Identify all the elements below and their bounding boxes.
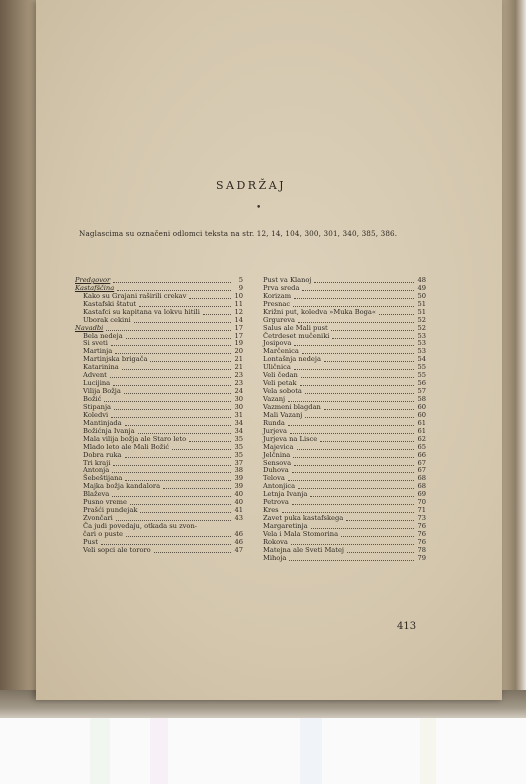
toc-entry-title: Mantinjada xyxy=(83,418,122,427)
toc-entry-page: 68 xyxy=(417,482,426,491)
toc-entry-page: 34 xyxy=(234,418,243,427)
toc-entry-page: 61 xyxy=(417,426,426,435)
toc-entry-title: Bela nedeja xyxy=(83,331,123,340)
toc-entry-title: Si sveti xyxy=(83,339,108,348)
toc-entry-title: Uborak cekini xyxy=(83,315,131,324)
toc-entry-page: 23 xyxy=(234,379,243,388)
page-title: SADRŽAJ xyxy=(216,179,287,192)
toc-entry-page: 51 xyxy=(417,307,426,316)
dot-leader xyxy=(288,480,414,481)
toc-entry-page: 53 xyxy=(417,331,426,340)
dot-leader xyxy=(301,377,414,378)
toc-entry-title: Vilija Božja xyxy=(83,387,121,396)
toc-entry-title: Advent xyxy=(83,371,107,380)
toc-entry-title: Jurjeva na Lisce xyxy=(263,434,318,443)
toc-entry-title: Mali Vazanj xyxy=(263,410,303,419)
dot-leader xyxy=(305,417,414,418)
toc-entry-page: 24 xyxy=(234,387,243,396)
toc-entry-title: Antonjica xyxy=(263,482,296,491)
dot-leader xyxy=(298,322,414,323)
dot-leader xyxy=(130,504,231,505)
toc-entry-page: 61 xyxy=(417,418,426,427)
dot-leader xyxy=(111,417,231,418)
toc-entry-title: Jelčnina xyxy=(263,450,291,459)
dot-leader xyxy=(320,441,414,442)
background-margin xyxy=(0,718,526,784)
toc-entry-title: Prašći pundejak xyxy=(83,506,138,515)
toc-entry-title: Vela sobota xyxy=(263,387,302,396)
toc-entry-page: 9 xyxy=(238,283,243,292)
dot-leader xyxy=(294,345,414,346)
dot-leader xyxy=(282,512,414,513)
dot-leader xyxy=(288,425,414,426)
toc-entry-page: 41 xyxy=(234,506,243,515)
toc-entry-title: Ča judi povedaju, otkada su zvon- xyxy=(83,522,198,531)
toc-entry xyxy=(75,531,243,539)
dot-leader xyxy=(150,361,231,362)
toc-entry-title: Runda xyxy=(263,418,285,427)
toc-entry-title: Josipova xyxy=(263,339,292,348)
toc-entry-page: 38 xyxy=(234,466,243,475)
dot-leader xyxy=(292,504,414,505)
toc-entry-title: Prva sreda xyxy=(263,283,300,292)
toc-entry-title: Veli sopci ale tororo xyxy=(83,545,151,554)
dot-leader xyxy=(101,544,231,545)
dot-leader xyxy=(122,369,231,370)
dot-leader xyxy=(117,290,231,291)
dot-leader xyxy=(113,385,231,386)
toc-entry-title: Predgovor xyxy=(75,275,111,284)
toc-entry-title: Salus ale Mali pust xyxy=(263,323,328,332)
toc-entry-title: Dobra ruka xyxy=(83,450,122,459)
toc-entry-page: 11 xyxy=(234,299,243,308)
dot-leader xyxy=(297,449,414,450)
toc-entry-title: Petrova xyxy=(263,498,289,507)
toc-entry-title: Kres xyxy=(263,506,279,515)
dot-leader xyxy=(139,306,231,307)
toc-entry-title: Pust xyxy=(83,537,98,546)
toc-entry-page: 67 xyxy=(417,458,426,467)
toc-entry-page: 20 xyxy=(234,347,243,356)
toc-entry-title: Blaževa xyxy=(83,490,110,499)
toc-entry-page: 39 xyxy=(234,474,243,483)
toc-entry-page: 46 xyxy=(234,537,243,546)
toc-entry-page: 69 xyxy=(417,490,426,499)
toc-entry-title: Veli čedan xyxy=(263,371,298,380)
page-number: 413 xyxy=(397,621,417,632)
toc-entry-title: Martinja xyxy=(83,347,113,356)
toc-entry-page: 70 xyxy=(417,498,426,507)
toc-entry-title: Vela i Mala Stomorina xyxy=(263,529,339,538)
toc-entry-title: Veli petak xyxy=(263,379,297,388)
dot-leader xyxy=(324,361,414,362)
dot-leader xyxy=(341,536,414,537)
dot-leader xyxy=(115,353,231,354)
toc-entry-page: 35 xyxy=(234,442,243,451)
toc-entry-page: 21 xyxy=(234,355,243,364)
toc-entry-title: Presnac xyxy=(263,299,291,308)
dot-leader xyxy=(293,457,414,458)
toc-entry-page: 62 xyxy=(417,434,426,443)
dot-leader xyxy=(203,314,231,315)
toc-entry-page: 76 xyxy=(417,537,426,546)
toc-entry-title: Zavet puka kastafskega xyxy=(263,514,344,523)
toc-entry-page: 73 xyxy=(417,514,426,523)
toc-right-column xyxy=(263,277,426,563)
dot-leader xyxy=(346,520,414,521)
toc-entry-title: Matejna ale Sveti Matej xyxy=(263,545,345,554)
dot-leader xyxy=(172,449,231,450)
toc-entry-page: 21 xyxy=(234,363,243,372)
toc-entry-page: 57 xyxy=(417,387,426,396)
toc-entry-page: 53 xyxy=(417,347,426,356)
dot-leader xyxy=(331,330,414,331)
dot-leader xyxy=(311,528,414,529)
toc-entry-title: Jurjeva xyxy=(263,426,287,435)
toc-entry-page: 48 xyxy=(417,275,426,284)
dot-leader xyxy=(290,433,414,434)
toc-entry-title: Pust va Klanoj xyxy=(263,275,312,284)
toc-entry xyxy=(263,412,426,420)
toc-entry-title: Četrdeset mučeniki xyxy=(263,331,330,340)
dot-leader xyxy=(332,338,414,339)
toc-entry-page: 76 xyxy=(417,529,426,538)
toc-entry-page: 12 xyxy=(234,307,243,316)
toc-entry-page: 55 xyxy=(417,363,426,372)
toc-entry-title: Mala vilija božja ale Staro leto xyxy=(83,434,187,443)
toc-entry-title: Kako su Grajani raširili crekav xyxy=(83,291,187,300)
dot-leader xyxy=(298,488,414,489)
toc-entry-title: Martinjska brigača xyxy=(83,355,148,364)
toc-entry-page: 35 xyxy=(234,434,243,443)
dot-leader xyxy=(314,282,414,283)
toc-entry xyxy=(263,388,426,396)
toc-entry-title: Korizam xyxy=(263,291,292,300)
dot-leader xyxy=(138,433,231,434)
dot-leader xyxy=(113,282,231,283)
toc-entry-title: Vazmeni blagdan xyxy=(263,402,321,411)
toc-entry xyxy=(263,499,426,507)
dot-leader xyxy=(291,544,414,545)
dot-leader xyxy=(114,409,231,410)
dot-leader xyxy=(126,338,231,339)
dot-leader xyxy=(302,290,414,291)
toc-entry-title: Pusno vreme xyxy=(83,498,127,507)
toc-entry-title: Božićnja Ivanja xyxy=(83,426,135,435)
toc-entry-title: Majka božja kandalora xyxy=(83,482,161,491)
toc-entry-title: Božić xyxy=(83,395,102,404)
toc-entry-title: Kastafščina xyxy=(75,283,115,292)
toc-entry xyxy=(263,468,426,476)
toc-entry-page: 23 xyxy=(234,371,243,380)
toc-entry-title: Mihoja xyxy=(263,553,287,562)
toc-entry-page: 49 xyxy=(417,283,426,292)
dot-leader xyxy=(294,298,414,299)
toc-entry-page: 47 xyxy=(234,545,243,554)
toc-entry-page: 50 xyxy=(417,291,426,300)
toc-entry-title: Telova xyxy=(263,474,285,483)
dot-leader xyxy=(112,496,231,497)
toc-entry-page: 54 xyxy=(417,355,426,364)
toc-entry-title: Zvončari xyxy=(83,514,113,523)
toc-entry-page: 17 xyxy=(234,331,243,340)
toc-entry-page: 5 xyxy=(238,275,243,284)
toc-entry-title: Koledvi xyxy=(83,410,109,419)
toc-entry-title: Lucijina xyxy=(83,379,111,388)
dot-leader xyxy=(110,377,231,378)
toc-entry xyxy=(75,547,243,555)
toc-entry xyxy=(263,420,426,428)
dot-leader xyxy=(125,425,231,426)
toc-entry-page: 39 xyxy=(234,482,243,491)
toc-entry-page: 68 xyxy=(417,474,426,483)
toc-entry-page: 19 xyxy=(234,339,243,348)
intro-note: Naglascima su označeni odlomci teksta na str. 12, 14, 104, 300, 301, 340, 385, 386. xyxy=(79,229,398,238)
dot-leader xyxy=(300,385,414,386)
dot-leader xyxy=(288,401,414,402)
dot-leader xyxy=(154,552,231,553)
toc-entry-title: Grgureva xyxy=(263,315,296,324)
dot-leader xyxy=(189,441,231,442)
dot-leader xyxy=(104,401,231,402)
toc-entry-title: Duhova xyxy=(263,466,289,475)
toc-entry xyxy=(263,547,426,555)
toc-entry-title: Tri kraji xyxy=(83,458,111,467)
toc-left-column xyxy=(75,277,243,555)
toc-entry-title: Sensova xyxy=(263,458,292,467)
dot-leader xyxy=(294,465,414,466)
toc-entry-title: Margaretinja xyxy=(263,522,308,531)
toc-entry-page: 51 xyxy=(417,299,426,308)
toc-entry-page: 40 xyxy=(234,498,243,507)
toc-entry-page: 60 xyxy=(417,410,426,419)
dot-leader xyxy=(134,322,231,323)
toc-entry-page: 79 xyxy=(417,553,426,562)
dot-leader xyxy=(305,393,414,394)
toc-entry-title: Marčenica xyxy=(263,347,299,356)
dot-leader xyxy=(379,314,414,315)
toc-entry-title: Katarinina xyxy=(83,363,119,372)
dot-leader xyxy=(294,369,414,370)
book-spine xyxy=(0,0,40,700)
toc-entry-title: Kastafski štatut xyxy=(83,299,137,308)
page-edge xyxy=(500,0,526,705)
toc-entry-page: 10 xyxy=(234,291,243,300)
dot-leader xyxy=(116,520,231,521)
dot-leader xyxy=(163,488,231,489)
toc-entry-page: 65 xyxy=(417,442,426,451)
dot-leader xyxy=(112,472,231,473)
toc-entry-page: 53 xyxy=(417,339,426,348)
toc-entry-page: 34 xyxy=(234,426,243,435)
toc-entry xyxy=(263,555,426,563)
dot-leader xyxy=(126,536,231,537)
dot-leader xyxy=(292,472,414,473)
toc-entry-page: 76 xyxy=(417,522,426,531)
toc-entry-page: 31 xyxy=(234,410,243,419)
toc-entry-page: 66 xyxy=(417,450,426,459)
toc-entry-title: Križni put, koledva »Muka Boga« xyxy=(263,307,377,316)
toc-entry-title: Šebeštijana xyxy=(83,474,123,483)
toc-entry-page: 37 xyxy=(234,458,243,467)
ornament-mark: • xyxy=(256,203,262,213)
toc-entry-page: 78 xyxy=(417,545,426,554)
dot-leader xyxy=(324,409,414,410)
toc-entry-page: 56 xyxy=(417,379,426,388)
toc-entry-title: Navadbi xyxy=(75,323,104,332)
dot-leader xyxy=(347,552,414,553)
toc-entry-title: Majevica xyxy=(263,442,294,451)
toc-entry-page: 58 xyxy=(417,395,426,404)
dot-leader xyxy=(125,457,231,458)
toc-entry-page: 52 xyxy=(417,315,426,324)
toc-entry-title: čari o puste xyxy=(83,529,124,538)
dot-leader xyxy=(111,345,231,346)
toc-entry-page: 30 xyxy=(234,395,243,404)
dot-leader xyxy=(106,330,231,331)
toc-entry-title: Stipanja xyxy=(83,402,112,411)
toc-entry-page: 55 xyxy=(417,371,426,380)
toc-entry-page: 17 xyxy=(234,323,243,332)
toc-entry-title: Letnja Ivanja xyxy=(263,490,308,499)
toc-entry-page: 71 xyxy=(417,506,426,515)
dot-leader xyxy=(125,480,231,481)
dot-leader xyxy=(310,496,414,497)
dot-leader xyxy=(289,560,414,561)
dot-leader xyxy=(189,298,231,299)
toc-entry-page: 14 xyxy=(234,315,243,324)
toc-entry-page: 40 xyxy=(234,490,243,499)
toc-entry-title: Mlado leto ale Mali Božić xyxy=(83,442,170,451)
toc-entry-title: Rokova xyxy=(263,537,288,546)
toc-entry-page: 30 xyxy=(234,402,243,411)
toc-entry-page: 46 xyxy=(234,529,243,538)
toc-entry-page: 43 xyxy=(234,514,243,523)
toc-entry-title: Lontašnja nedeja xyxy=(263,355,321,364)
toc-entry-page: 60 xyxy=(417,402,426,411)
toc-entry-page: 52 xyxy=(417,323,426,332)
dot-leader xyxy=(293,306,414,307)
toc-entry-title: Uličnica xyxy=(263,363,291,372)
toc-entry-page: 35 xyxy=(234,450,243,459)
dot-leader xyxy=(113,465,231,466)
toc-entry-title: Kastafci su kapitana va lokvu hitili xyxy=(83,307,200,316)
toc-entry-title: Vazanj xyxy=(263,395,286,404)
dot-leader xyxy=(140,512,231,513)
toc-entry-title: Antonja xyxy=(83,466,110,475)
toc-entry-page: 67 xyxy=(417,466,426,475)
dot-leader xyxy=(124,393,231,394)
